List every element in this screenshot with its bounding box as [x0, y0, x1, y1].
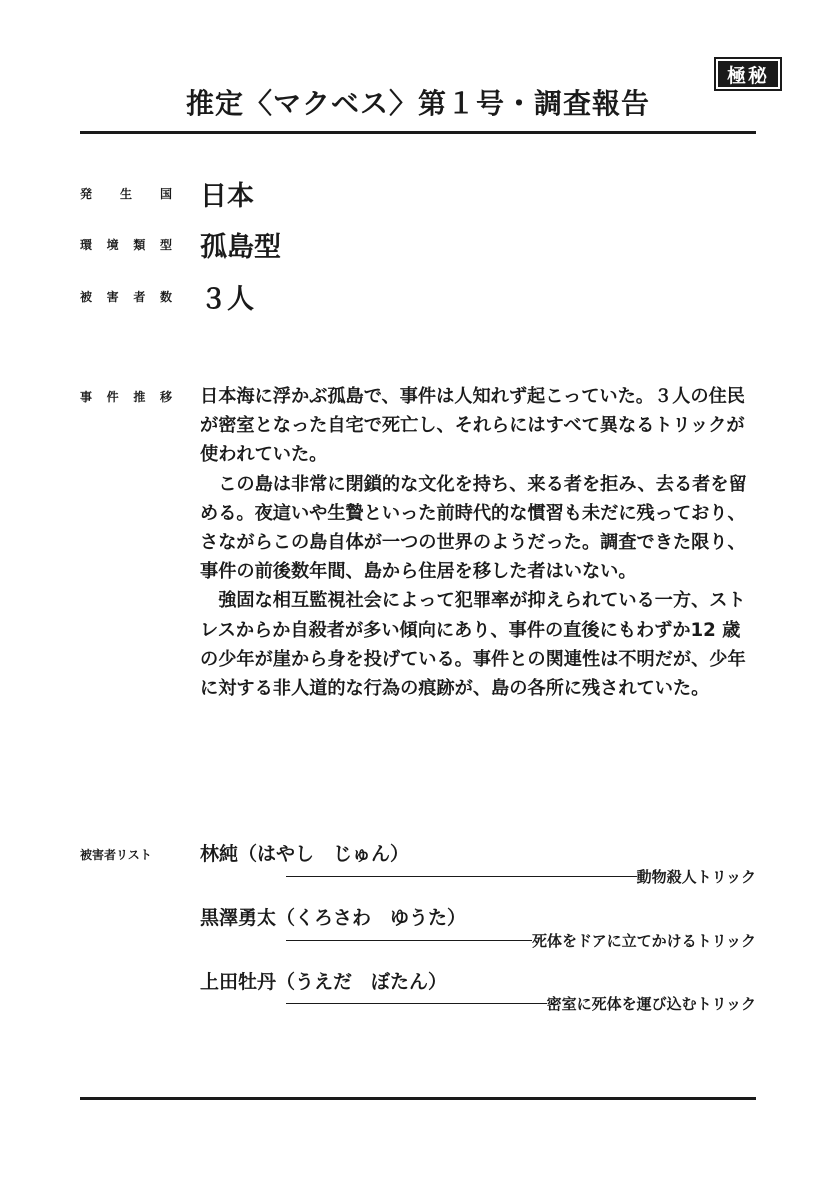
label-char: 数	[159, 290, 172, 304]
label-char: 型	[159, 238, 172, 252]
label-char: 害	[106, 290, 119, 304]
label-char: 発	[80, 187, 93, 201]
victim-trick: 動物殺人トリック	[636, 868, 756, 886]
summary-text	[200, 382, 756, 703]
label-char: 件	[106, 390, 119, 404]
field-value-environment: 孤島型	[200, 232, 281, 263]
victim-trick-row	[286, 866, 756, 887]
victim-name: 黒澤勇太（くろさわ ゆうた）	[200, 907, 467, 929]
summary-label	[80, 388, 172, 405]
victim-name: 上田牡丹（うえだ ぼたん）	[200, 971, 448, 993]
label-char: 被	[80, 290, 93, 304]
victim-trick: 密室に死体を運び込むトリック	[546, 995, 756, 1013]
label-char: 環	[80, 238, 93, 252]
victim-trick: 死体をドアに立てかけるトリック	[532, 932, 756, 950]
top-secret-stamp: 極秘	[714, 57, 782, 91]
victim-trick-row	[286, 930, 756, 951]
label-char: 事	[80, 390, 93, 404]
label-char: 移	[159, 390, 172, 404]
label-char: 者	[133, 290, 146, 304]
label-char: 類	[133, 238, 146, 252]
field-label-victim-count	[80, 288, 172, 305]
leader-line	[286, 876, 637, 877]
victim-list-label: 被害者リスト	[80, 848, 152, 862]
leader-line	[286, 1003, 547, 1004]
victim-trick-row	[286, 993, 756, 1014]
footer-divider	[80, 1097, 756, 1100]
field-label-environment	[80, 236, 172, 253]
title-divider	[80, 131, 756, 134]
summary-paragraph: この島は非常に閉鎖的な文化を持ち、来る者を拒み、去る者を留める。夜這いや生贄といった前時代的な慣習も未だに残っており、さながらこの島自体が一つの世界のようだった。調査できた限り、事件の前後数年間、島から住居を移した者はいない。	[200, 473, 747, 583]
label-char: 推	[133, 390, 146, 404]
victim-name: 林純（はやし じゅん）	[200, 843, 410, 865]
summary-paragraph: 日本海に浮かぶ孤島で、事件は人知れず起こっていた。３人の住民が密室となった自宅で死亡し、それらにはすべて異なるトリックが使われていた。	[200, 386, 745, 466]
label-char: 国	[159, 187, 172, 201]
leader-line	[286, 940, 532, 941]
label-char: 生	[119, 187, 132, 201]
report-title: 推定〈マクベス〉第１号・調査報告	[185, 87, 650, 120]
summary-paragraph: 強固な相互監視社会によって犯罪率が抑えられている一方、ストレスからか自殺者が多い傾向にあり、事件の直後にもわずか12 歳の少年が崖から身を投げている。事件との関連性は不明だが、少年に対する非人道的な行為の痕跡が、島の各所に残されていた。	[200, 590, 746, 700]
field-value-victim-count: ３人	[200, 284, 254, 315]
label-char: 境	[106, 238, 119, 252]
field-label-country	[80, 185, 172, 202]
field-value-country: 日本	[200, 181, 254, 212]
